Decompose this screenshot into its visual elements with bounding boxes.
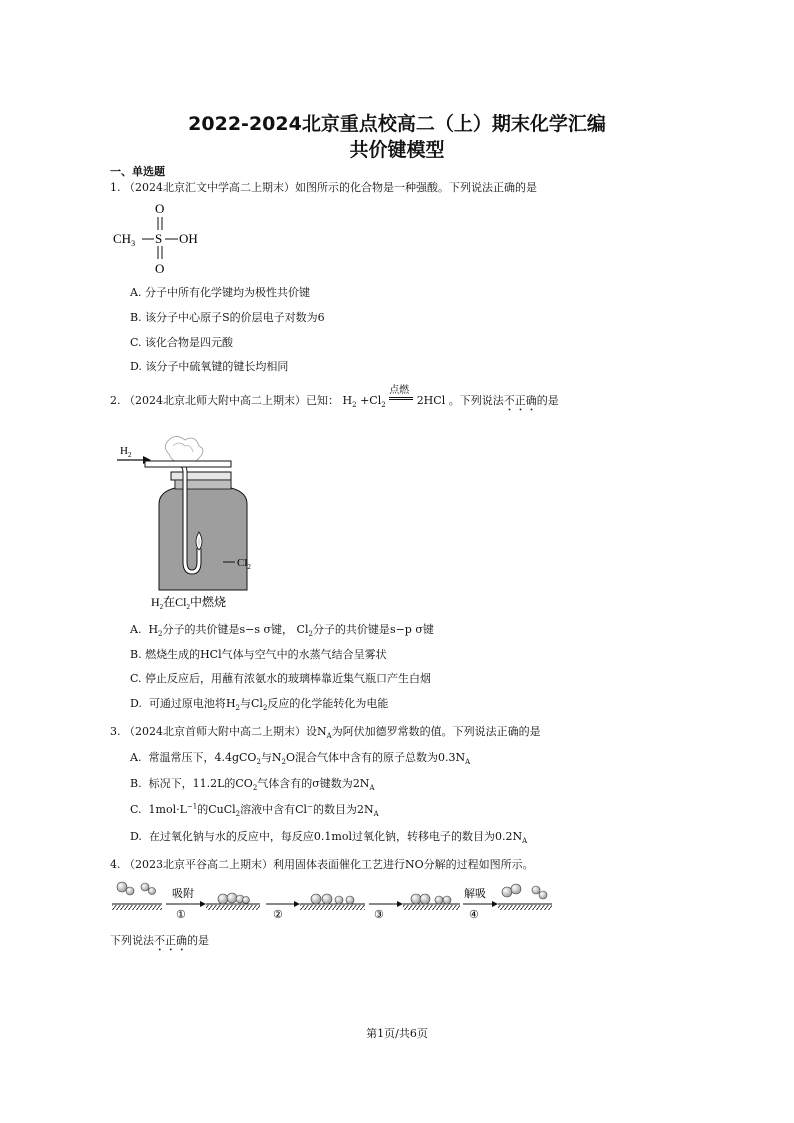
q3-option-d: D. 在过氧化钠与水的反应中，每反应0.1mol过氧化钠，转移电子的数目为$0.2N_A$ — [130, 830, 528, 846]
h2-label: $H_2$ — [120, 445, 132, 459]
oxygen-bottom: O — [155, 261, 165, 276]
question-4-followup: 下列说法不正确的是 — [110, 934, 209, 947]
methyl-group: $CH_3$ — [113, 231, 136, 248]
cl2-label: $Cl_2$ — [237, 557, 251, 571]
sulfonic-acid-structure — [108, 198, 218, 278]
step1-label: 吸附 — [172, 888, 194, 900]
section-heading: 一、单选题 — [110, 165, 165, 178]
question-source: （2024北京汇文中学高二上期末） — [124, 181, 295, 194]
step4-number: ④ — [469, 909, 479, 921]
step1-number: ① — [176, 909, 186, 921]
question-4: 4. （2023北京平谷高二上期末）利用固体表面催化工艺进行NO分解的过程如图所示。 — [110, 858, 534, 871]
question-2: 2. （2024北京北师大附中高二上期末）已知： $H_2 +Cl_2$ 点燃 2HCl 。下列说法不正确的是 — [110, 392, 559, 414]
molecules-initial — [117, 882, 156, 895]
q2-option-a: A. $H_2$分子的共价键是s−s σ键， $Cl_2$分子的共价键是s−p σ键 — [130, 623, 434, 639]
question-3: 3. （2024北京首师大附中高二上期末）设$N_A$为阿伏加德罗常数的值。下列说法正确的是 — [110, 725, 541, 741]
page-footer: 第1页/共6页 — [366, 1027, 428, 1040]
q2-option-b: B. 燃烧生成的HCl气体与空气中的水蒸气结合呈雾状 — [130, 648, 387, 661]
no-decomposition-process-figure — [110, 878, 560, 922]
q1-option-b: B. 该分子中心原子S的价层电子对数为6 — [130, 311, 325, 324]
question-stem: 如图所示的化合物是一种强酸。下列说法正确的是 — [295, 181, 537, 194]
oxygen-top: O — [155, 201, 165, 216]
sulfur-atom: S — [155, 231, 163, 246]
page-title: 2022-2024北京重点校高二（上）期末化学汇编 — [188, 113, 606, 135]
q2-option-d: D. 可通过原电池将$H_2$与$Cl_2$反应的化学能转化为电能 — [130, 697, 389, 713]
molecules-desorbed — [502, 884, 547, 899]
combustion-apparatus-figure — [115, 432, 275, 612]
hydroxyl-group: OH — [179, 231, 198, 246]
q2-option-c: C. 停止反应后，用蘸有浓氨水的玻璃棒靠近集气瓶口产生白烟 — [130, 672, 432, 685]
step2-number: ② — [273, 909, 283, 921]
q3-option-c: C. $1mol\cdot L^{-1}$的CuCl$_2$溶液中含有Cl−的数目为$2N_A$ — [130, 802, 379, 819]
q1-option-d: D. 该分子中硫氧键的键长均相同 — [130, 360, 289, 373]
question-number: 1. — [110, 181, 121, 194]
q3-option-b: B. 标况下，11.2L的$CO_2$气体含有的σ键数为$2N_A$ — [130, 777, 375, 793]
page-subtitle: 共价键模型 — [349, 139, 445, 161]
molecules-dissociated — [311, 894, 354, 904]
q1-option-c: C. 该化合物是四元酸 — [130, 336, 234, 349]
molecules-recombined — [411, 894, 451, 904]
q1-option-a: A. 分子中所有化学键均为极性共价键 — [130, 286, 310, 299]
molecules-adsorbed — [218, 893, 250, 904]
figure-caption: $H_2$在$Cl_2$中燃烧 — [151, 595, 227, 611]
step4-label: 解吸 — [464, 888, 486, 900]
emphasis-not-correct: 不正确 — [503, 394, 537, 407]
reaction-equation: $H_2 +Cl_2$ 点燃 2HCl — [343, 394, 449, 407]
q3-option-a: A. 常温常压下，4.4gCO$_2$与$N_2O$混合气体中含有的原子总数为$0.3N_A$ — [130, 751, 471, 767]
reaction-condition: 点燃 — [389, 385, 410, 396]
question-1 — [110, 179, 537, 195]
emphasis-not-correct: 不正确 — [154, 934, 187, 947]
step3-number: ③ — [374, 909, 384, 921]
